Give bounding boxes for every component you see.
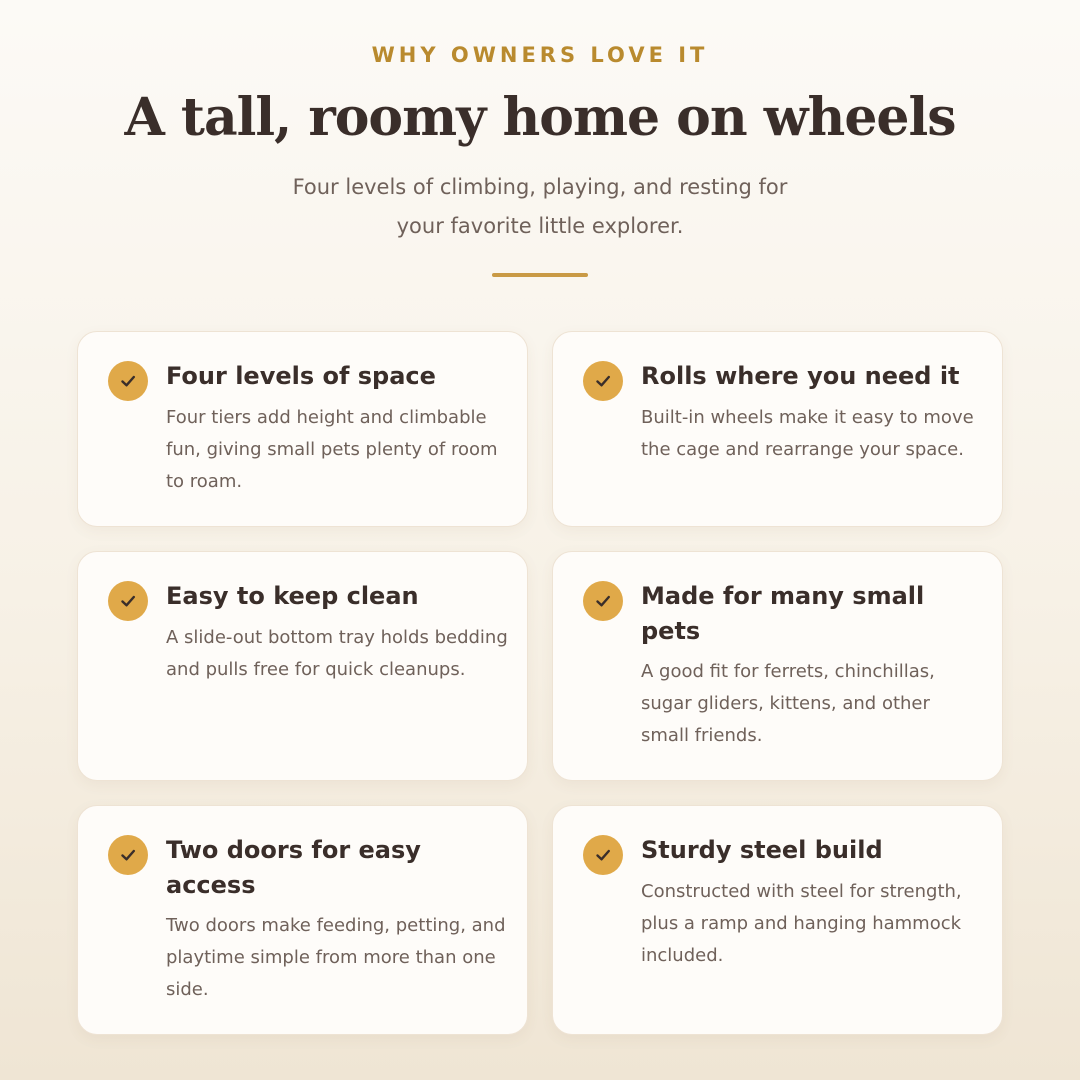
eyebrow-label: WHY OWNERS LOVE IT (371, 43, 709, 67)
check-icon (583, 581, 623, 621)
feature-title: Two doors for easy access (166, 836, 421, 899)
feature-description: Built-in wheels make it easy to move the cage and rearrange your space. (641, 407, 974, 460)
check-icon (108, 361, 148, 401)
feature-card-wheels (552, 331, 1003, 527)
feature-card-easy-clean (77, 551, 528, 781)
feature-description: Two doors make feeding, petting, and playtime simple from more than one side. (166, 915, 506, 1000)
accent-divider (492, 273, 588, 277)
feature-title: Made for many small pets (641, 582, 925, 645)
feature-title: Sturdy steel build (641, 836, 883, 864)
feature-card-steel-build (552, 805, 1003, 1035)
page-subtitle: Four levels of climbing, playing, and resting for your favorite little explorer. (292, 175, 788, 238)
feature-title: Four levels of space (166, 362, 436, 390)
check-icon (583, 835, 623, 875)
feature-description: Four tiers add height and climbable fun, giving small pets plenty of room to roam. (166, 407, 498, 492)
feature-description: A slide-out bottom tray holds bedding and pulls free for quick cleanups. (166, 627, 508, 680)
check-icon (108, 835, 148, 875)
feature-title: Rolls where you need it (641, 362, 960, 390)
feature-title: Easy to keep clean (166, 582, 419, 610)
feature-description: A good fit for ferrets, chinchillas, sugar gliders, kittens, and other small friends. (641, 661, 935, 746)
feature-card-four-levels (77, 331, 528, 527)
page-title: A tall, roomy home on wheels (124, 87, 956, 148)
feature-card-two-doors (77, 805, 528, 1035)
check-icon (583, 361, 623, 401)
feature-card-small-pets (552, 551, 1003, 781)
check-icon (108, 581, 148, 621)
feature-description: Constructed with steel for strength, plus a ramp and hanging hammock included. (641, 881, 962, 966)
